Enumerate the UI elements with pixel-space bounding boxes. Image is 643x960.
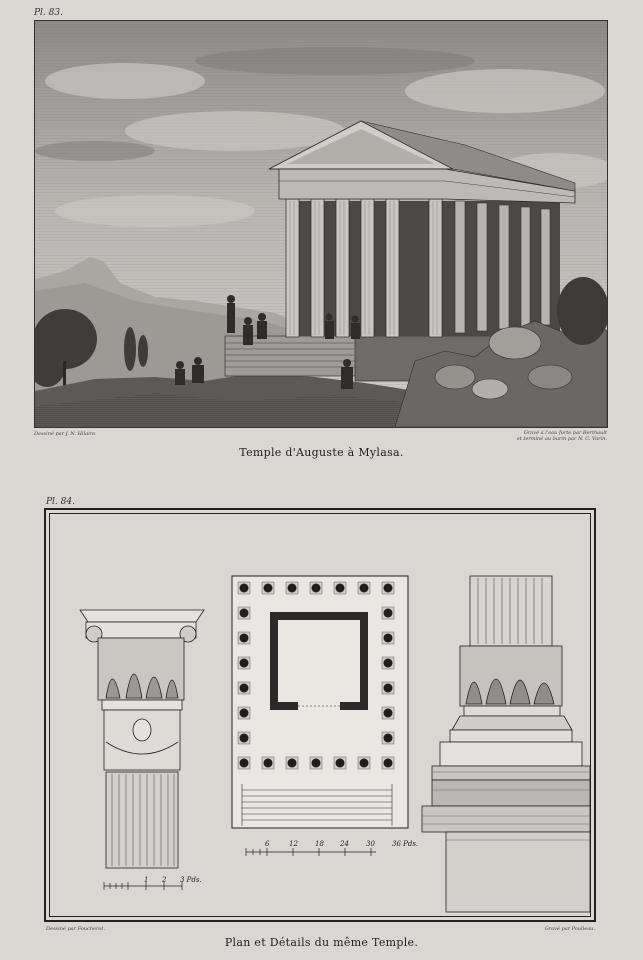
plan-column	[312, 584, 321, 593]
plan-column	[384, 609, 393, 618]
plate-number-83: Pl. 83.	[34, 8, 63, 18]
temple-landscape-engraving	[34, 20, 608, 428]
plan-column	[240, 709, 249, 718]
plan-scale-label-12: 12	[289, 840, 298, 848]
plan-column	[384, 684, 393, 693]
plan-column	[336, 759, 345, 768]
plan-column	[288, 759, 297, 768]
temple-floor-plan	[232, 576, 408, 828]
plan-scale-label-30: 30	[366, 840, 375, 848]
plan-column	[240, 659, 249, 668]
plan-scale-label-18: 18	[315, 840, 324, 848]
plan-column	[384, 709, 393, 718]
plan-column	[336, 584, 345, 593]
plan-column	[240, 684, 249, 693]
plan-column	[384, 734, 393, 743]
caption-lower: Plan et Détails du même Temple.	[224, 936, 419, 949]
plan-column	[264, 584, 273, 593]
plan-column	[240, 634, 249, 643]
plan-column	[384, 584, 393, 593]
caption-upper: Temple d'Auguste à Mylasa.	[239, 446, 404, 459]
capital-scale-label-3: 3 Pds.	[180, 876, 202, 884]
plate-number-84: Pl. 84.	[46, 497, 75, 507]
capital-elevation-left	[80, 610, 204, 868]
plan-column	[240, 759, 249, 768]
plan-details-plate	[44, 508, 596, 922]
credit-draftsman-lower: Dessiné par Foucherot.	[46, 926, 106, 932]
credit-engraver-upper-2: et terminé au burin par N. C. Varin.	[516, 436, 607, 442]
column-base-elevation-right	[422, 576, 590, 912]
plan-scale-bar	[246, 848, 376, 856]
capital-scale-label-1: 1	[144, 876, 149, 884]
plan-scale-label-24: 24	[340, 840, 349, 848]
plan-column	[288, 584, 297, 593]
plan-and-details-drawing	[46, 510, 594, 920]
capital-scale-label-2: 2	[162, 876, 167, 884]
plan-column	[360, 759, 369, 768]
plan-column	[240, 584, 249, 593]
plan-scale-label-36: 36 Pds.	[392, 840, 419, 848]
plan-column	[312, 759, 321, 768]
credit-engraver-upper-1: Gravé à l'eau forte par Berthault	[523, 430, 607, 436]
credit-engraver-lower: Gravé par Poulleau.	[544, 926, 595, 932]
plan-column	[384, 759, 393, 768]
temple-landscape-illustration	[35, 21, 607, 427]
plan-column	[360, 584, 369, 593]
plan-column	[384, 634, 393, 643]
plan-column	[384, 659, 393, 668]
plan-column	[264, 759, 273, 768]
credit-draftsman-upper: Dessiné par J. N. Hilaire.	[34, 431, 97, 437]
plan-scale-label-6: 6	[265, 840, 270, 848]
plan-column	[240, 734, 249, 743]
capital-scale-bar	[104, 882, 182, 890]
plan-column	[240, 609, 249, 618]
